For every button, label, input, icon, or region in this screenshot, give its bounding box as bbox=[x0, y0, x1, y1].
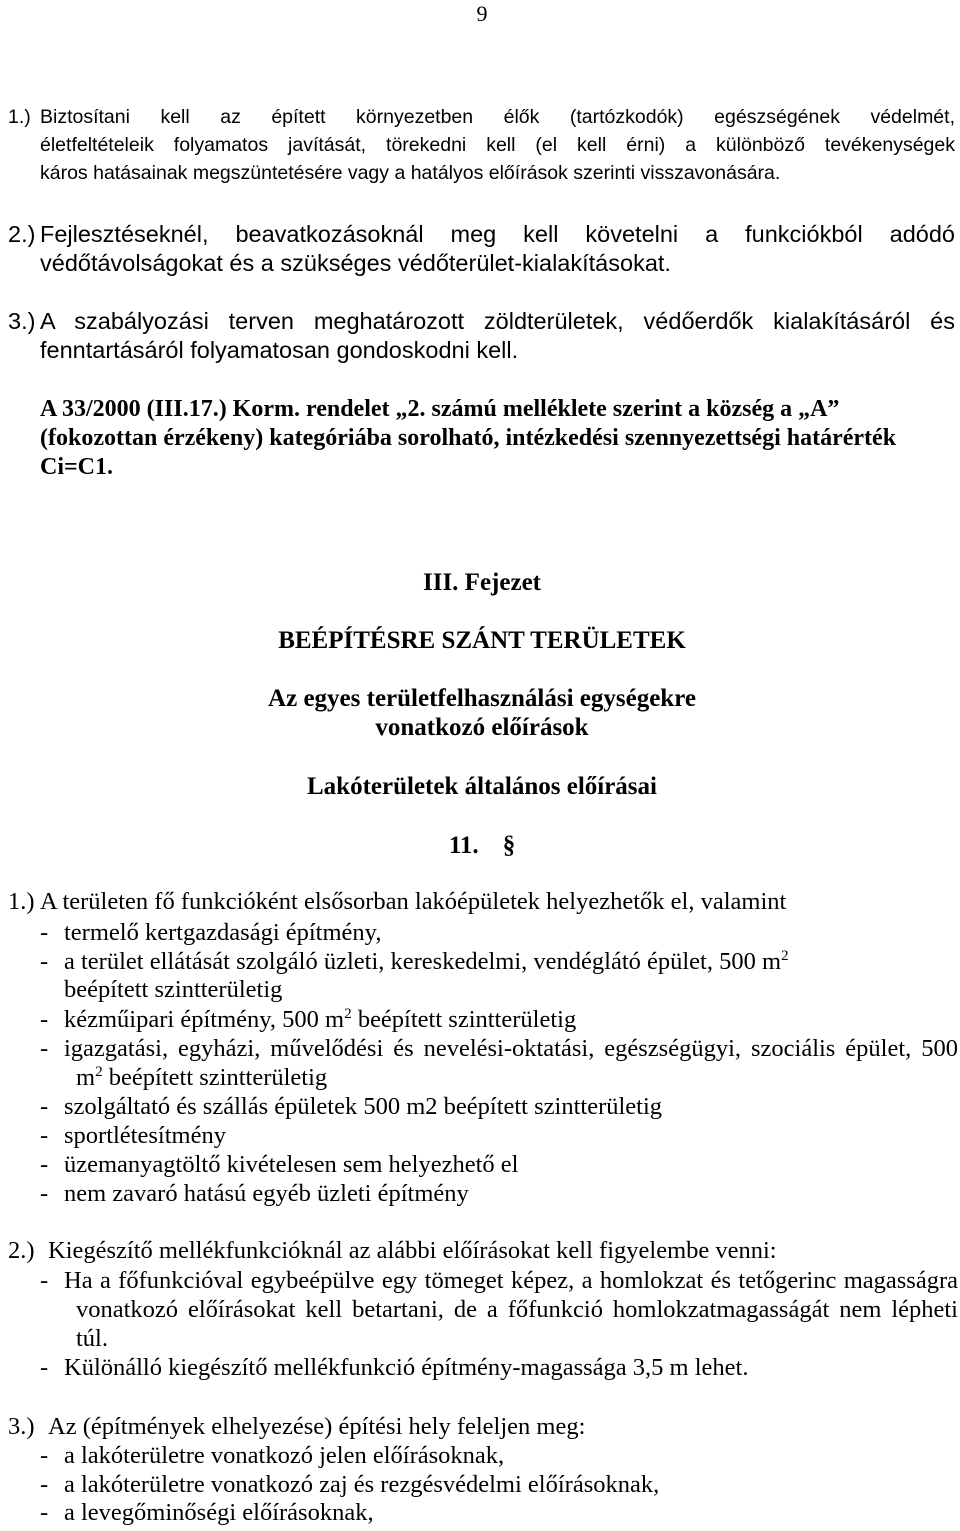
list-item-text-part: kézműipari építmény, 500 m bbox=[64, 1006, 345, 1033]
paragraph-number: 2.) bbox=[8, 221, 36, 247]
list-item-text: üzemanyagtöltő kivételesen sem helyezhető el bbox=[64, 1151, 519, 1178]
list-item-continuation: túl. bbox=[76, 1325, 108, 1352]
list-item-continuation: vonatkozó előírásokat kell betartani, de a főfunkció homlokzatmagasságát nem lépheti bbox=[76, 1296, 958, 1323]
paragraph-intro: Kiegészítő mellékfunkcióknál az alábbi előírásokat kell figyelembe venni: bbox=[48, 1237, 777, 1264]
paragraph-line: Fejlesztéseknél, beavatkozásoknál meg kell követelni a funkciókból adódó bbox=[40, 221, 955, 247]
list-dash: - bbox=[40, 1151, 49, 1178]
list-dash: - bbox=[40, 1180, 49, 1207]
superscript: 2 bbox=[781, 946, 789, 964]
paragraph-line: fenntartásáról folyamatosan gondoskodni kell. bbox=[40, 337, 519, 363]
list-dash: - bbox=[40, 1006, 49, 1033]
paragraph-intro: Az (építmények elhelyezése) építési hely feleljen meg: bbox=[48, 1413, 586, 1440]
paragraph-line: életfeltételeik folyamatos javítását, törekedni kell (el kell érni) a különböző tevékenységek bbox=[40, 134, 955, 156]
list-item-text: sportlétesítmény bbox=[64, 1122, 226, 1149]
paragraph-number: 3.) bbox=[8, 308, 36, 334]
list-item-text: a levegőminőségi előírásoknak, bbox=[64, 1499, 374, 1526]
section-sign: § bbox=[502, 832, 516, 859]
regulation-note-line: A 33/2000 (III.17.) Korm. rendelet „2. számú melléklete szerint a község a „A” bbox=[40, 396, 840, 422]
section-title: Lakóterületek általános előírásai bbox=[307, 773, 657, 800]
list-item-text: Különálló kiegészítő mellékfunkció építmény-magassága 3,5 m lehet. bbox=[64, 1354, 749, 1381]
list-dash: - bbox=[40, 1267, 49, 1294]
list-dash: - bbox=[40, 1354, 49, 1381]
list-item-text: szolgáltató és szállás épületek 500 m2 beépített szintterületig bbox=[64, 1093, 663, 1120]
paragraph-number: 3.) bbox=[8, 1413, 35, 1440]
list-item-text bbox=[64, 948, 958, 976]
list-dash: - bbox=[40, 1035, 49, 1062]
list-item-text-part: beépített szintterületig bbox=[351, 1006, 577, 1033]
list-item-text-part: beépített szintterületig bbox=[102, 1064, 328, 1091]
paragraph-number: 2.) bbox=[8, 1237, 35, 1264]
paragraph-line: védőtávolságokat és a szükséges védőterület-kialakításokat. bbox=[40, 250, 671, 276]
list-item-continuation: beépített szintterületig bbox=[64, 976, 283, 1003]
paragraph-number: 1.) bbox=[8, 888, 35, 915]
regulation-note-line: Ci=C1. bbox=[40, 454, 114, 480]
list-item-continuation bbox=[76, 1064, 958, 1092]
paragraph-number: 1.) bbox=[8, 106, 31, 128]
page-number: 9 bbox=[476, 1, 488, 26]
list-item-text: a lakóterületre vonatkozó jelen előírásoknak, bbox=[64, 1442, 505, 1469]
regulation-note-line: (fokozottan érzékeny) kategóriába sorolható, intézkedési szennyezettségi határérték bbox=[40, 425, 897, 451]
article-heading bbox=[4, 832, 960, 860]
list-item-text: Ha a főfunkcióval egybeépülve egy tömeget képez, a homlokzat és tetőgerinc magasságra bbox=[64, 1267, 958, 1294]
chapter-subtitle-line: vonatkozó előírások bbox=[375, 714, 589, 741]
list-item-text-part: m bbox=[76, 1064, 96, 1091]
list-dash: - bbox=[40, 1122, 49, 1149]
superscript: 2 bbox=[95, 1062, 103, 1080]
list-item-text-part: a terület ellátását szolgáló üzleti, kereskedelmi, vendéglátó épület, 500 m bbox=[64, 948, 782, 975]
list-dash: - bbox=[40, 948, 49, 975]
list-item-text: igazgatási, egyházi, művelődési és nevelési-oktatási, egészségügyi, szociális épület, 500 bbox=[64, 1035, 958, 1062]
list-dash: - bbox=[40, 1442, 49, 1469]
list-item-text: nem zavaró hatású egyéb üzleti építmény bbox=[64, 1180, 469, 1207]
article-number: 11. bbox=[448, 832, 479, 859]
paragraph-line: káros hatásainak megszüntetésére vagy a hatályos előírások szerinti visszavonására. bbox=[40, 162, 781, 184]
chapter-subtitle-line: Az egyes területfelhasználási egységekre bbox=[268, 685, 696, 712]
paragraph-intro: A területen fő funkcióként elsősorban lakóépületek helyezhetők el, valamint bbox=[40, 888, 787, 915]
list-item-text: termelő kertgazdasági építmény, bbox=[64, 919, 382, 946]
list-dash: - bbox=[40, 1471, 49, 1498]
chapter-title: BEÉPÍTÉSRE SZÁNT TERÜLETEK bbox=[278, 627, 686, 654]
superscript: 2 bbox=[344, 1004, 352, 1022]
list-item-text: a lakóterületre vonatkozó zaj és rezgésvédelmi előírásoknak, bbox=[64, 1471, 660, 1498]
list-dash: - bbox=[40, 1093, 49, 1120]
list-dash: - bbox=[40, 1499, 49, 1526]
list-item-text bbox=[64, 1006, 958, 1034]
paragraph-line: A szabályozási terven meghatározott zöldterületek, védőerdők kialakításáról és bbox=[40, 308, 955, 334]
list-dash: - bbox=[40, 919, 49, 946]
chapter-number: III. Fejezet bbox=[423, 569, 541, 596]
paragraph-line: Biztosítani kell az épített környezetben élők (tartózkodók) egészségének védelmét, bbox=[40, 106, 955, 128]
